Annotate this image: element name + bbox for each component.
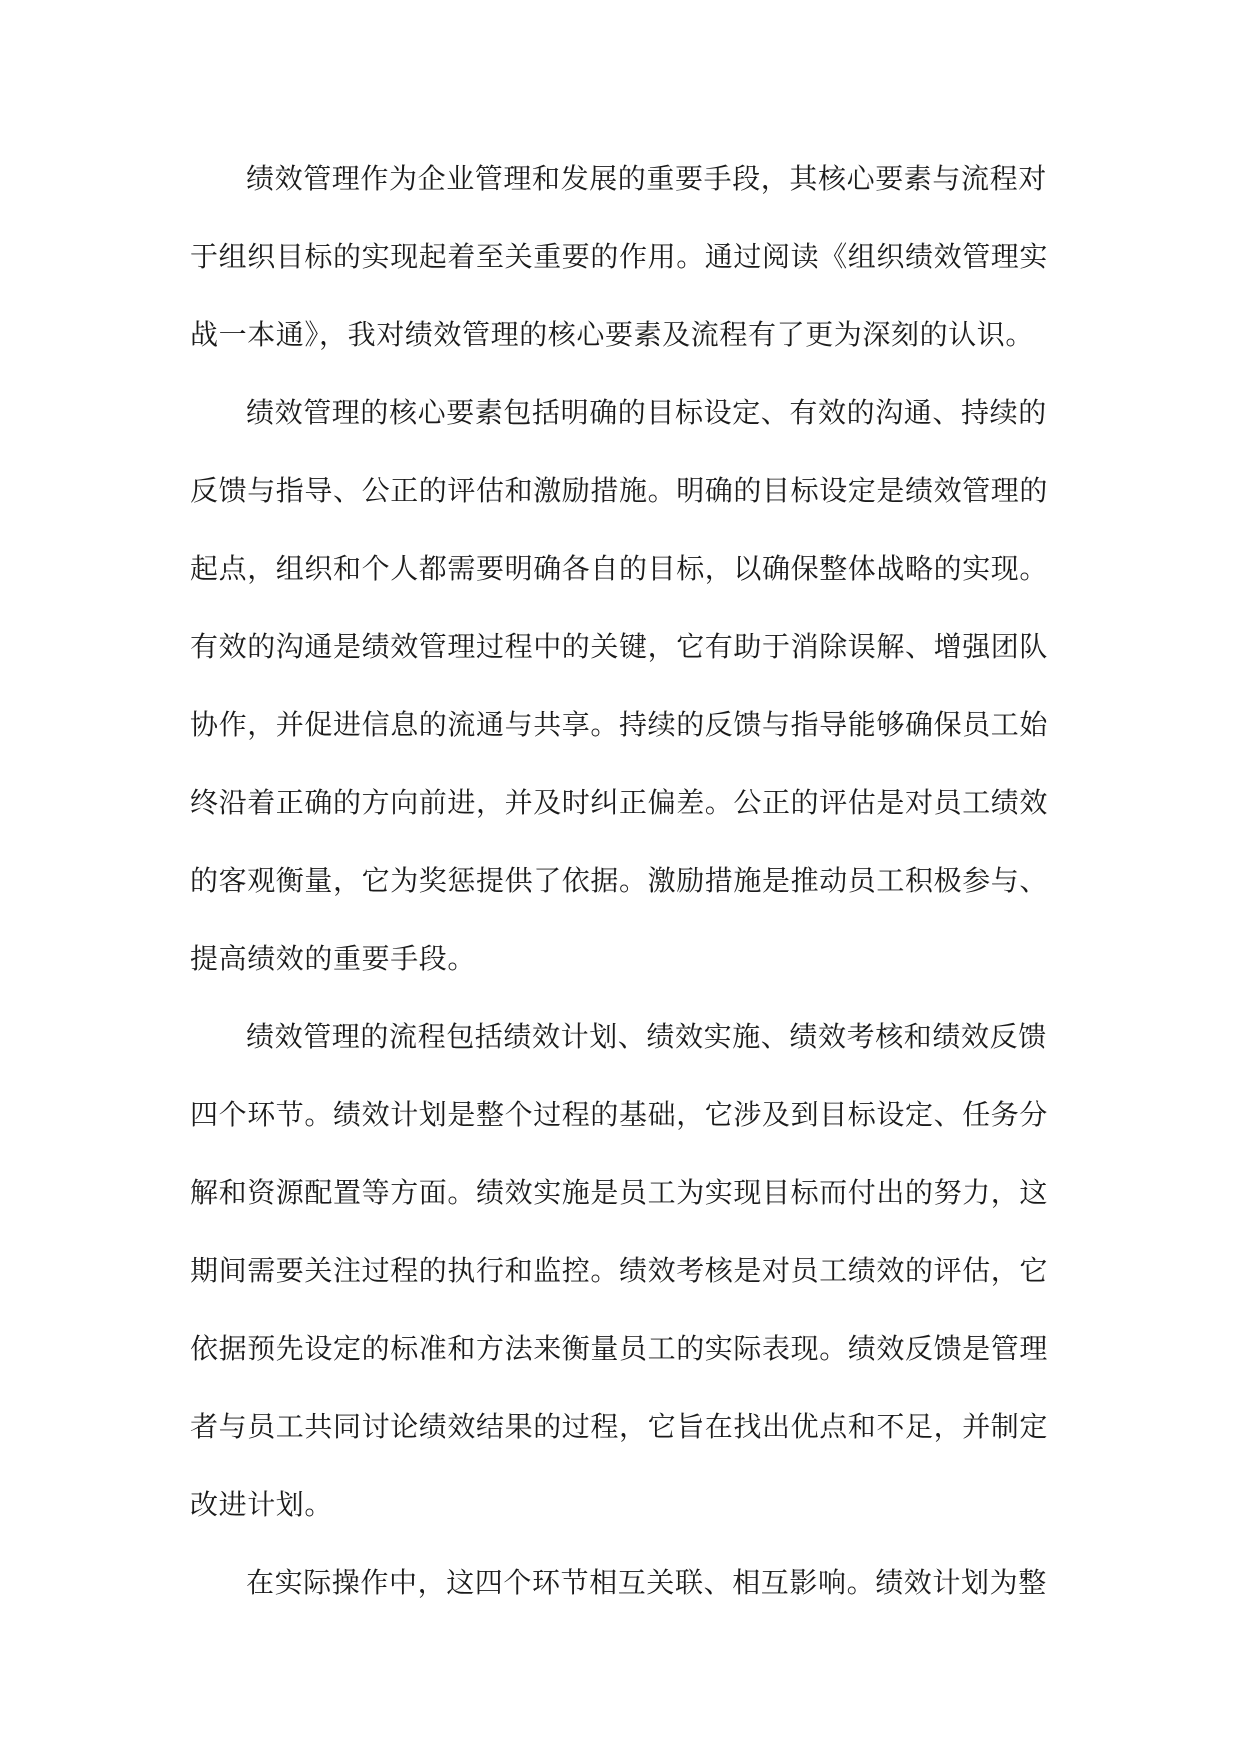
text-line: 提高绩效的重要手段。: [190, 942, 477, 975]
text-line: 起点，组织和个人都需要明确各自的目标，以确保整体战略的实现。: [190, 552, 1049, 585]
text-line: 绩效管理作为企业管理和发展的重要手段，其核心要素与流程对: [246, 162, 1047, 195]
text-line: 的客观衡量，它为奖惩提供了依据。激励措施是推动员工积极参与、: [190, 864, 1049, 897]
text-line: 改进计划。: [190, 1488, 334, 1521]
text-line: 反馈与指导、公正的评估和激励措施。明确的目标设定是绩效管理的: [190, 474, 1049, 507]
text-line: 解和资源配置等方面。绩效实施是员工为实现目标而付出的努力，这: [190, 1176, 1049, 1209]
text-line: 战一本通》，我对绩效管理的核心要素及流程有了更为深刻的认识。: [190, 318, 1035, 351]
document-body: [190, 140, 1050, 1622]
text-line: 于组织目标的实现起着至关重要的作用。通过阅读《组织绩效管理实: [190, 240, 1049, 273]
text-line: 依据预先设定的标准和方法来衡量员工的实际表现。绩效反馈是管理: [190, 1332, 1049, 1365]
text-line: 协作，并促进信息的流通与共享。持续的反馈与指导能够确保员工始: [190, 708, 1049, 741]
text-line: 四个环节。绩效计划是整个过程的基础，它涉及到目标设定、任务分: [190, 1098, 1049, 1131]
text-line: 在实际操作中，这四个环节相互关联、相互影响。绩效计划为整: [246, 1566, 1047, 1599]
text-line: 期间需要关注过程的执行和监控。绩效考核是对员工绩效的评估，它: [190, 1254, 1049, 1287]
text-line: 终沿着正确的方向前进，并及时纠正偏差。公正的评估是对员工绩效: [190, 786, 1049, 819]
text-line: 绩效管理的核心要素包括明确的目标设定、有效的沟通、持续的: [246, 396, 1047, 429]
text-line: 绩效管理的流程包括绩效计划、绩效实施、绩效考核和绩效反馈: [246, 1020, 1047, 1053]
text-line: 者与员工共同讨论绩效结果的过程，它旨在找出优点和不足，并制定: [190, 1410, 1049, 1443]
text-line: 有效的沟通是绩效管理过程中的关键，它有助于消除误解、增强团队: [190, 630, 1049, 663]
